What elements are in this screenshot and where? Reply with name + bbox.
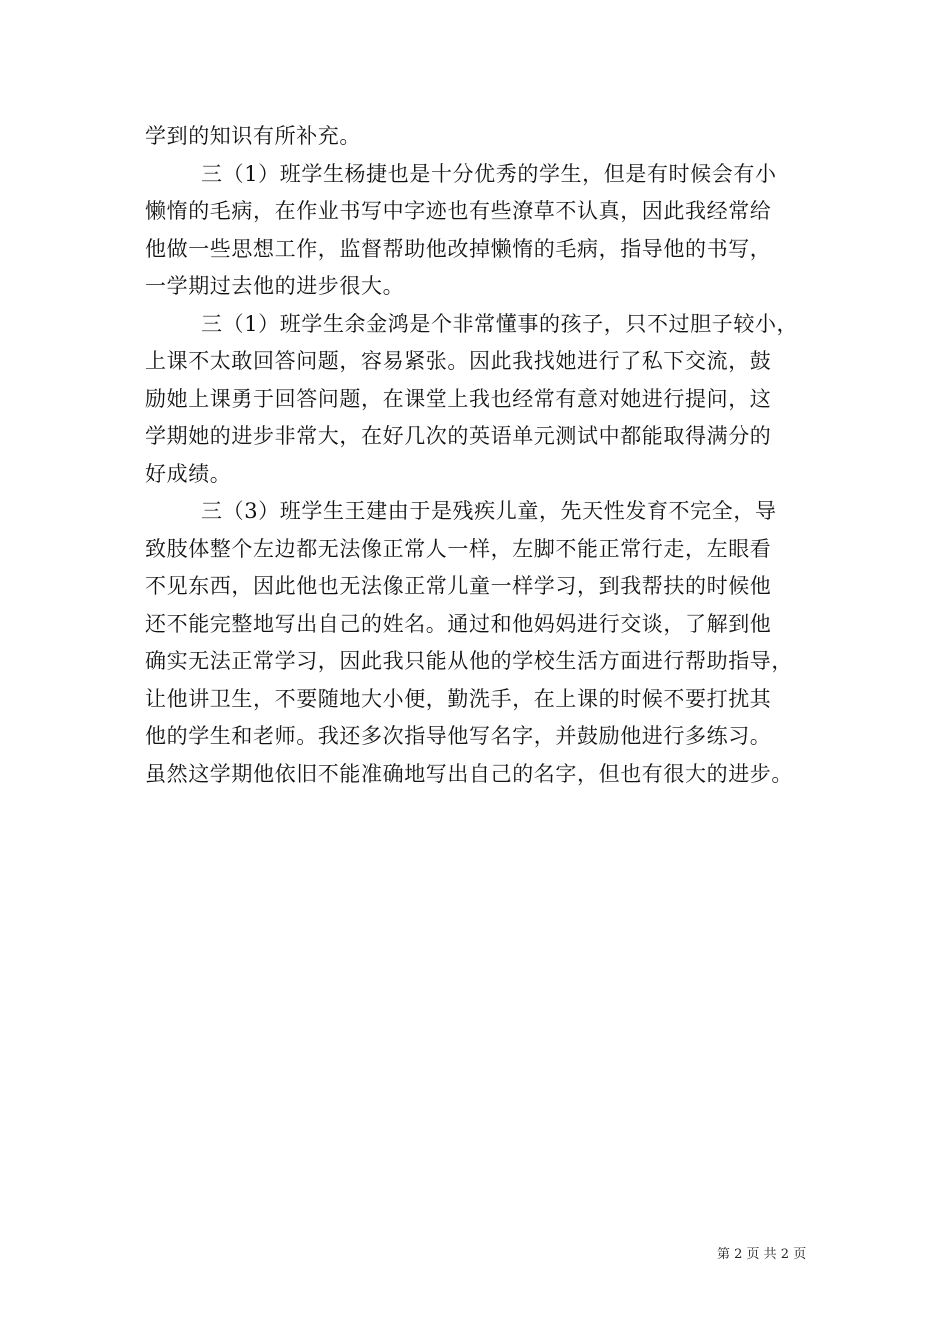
text-line: 让他讲卫生，不要随地大小便，勤洗手，在上课的时候不要打扰其 [145,686,772,711]
text-line: 他的学生和老师。我还多次指导他写名字，并鼓励他进行多练习。 [145,724,772,748]
text-line: 确实无法正常学习，因此我只能从他的学校生活方面进行帮助指导， [145,649,793,673]
text-line: 致肢体整个左边都无法像正常人一样，左脚不能正常行走，左眼看 [145,536,772,561]
text-line: 三（1）班学生杨捷也是十分优秀的学生，但是有时候会有小 [201,161,777,186]
text-line: 三（1）班学生余金鸿是个非常懂事的孩子，只不过胆子较小， [201,311,799,336]
text-line: 学期她的进步非常大，在好几次的英语单元测试中都能取得满分的 [145,424,772,448]
page-number: 第 2 页 共 2 页 [717,1247,807,1262]
text-line: 不见东西，因此他也无法像正常儿童一样学习，到我帮扶的时候他 [145,574,772,598]
text-line: 虽然这学期他依旧不能准确地写出自己的名字，但也有很大的进步。 [145,761,793,786]
text-line: 好成绩。 [145,461,232,486]
text-line: 励她上课勇于回答问题，在课堂上我也经常有意对她进行提问，这 [145,386,772,411]
text-line: 上课不太敢回答问题，容易紧张。因此我找她进行了私下交流，鼓 [145,349,772,373]
text-line: 学到的知识有所补充。 [145,124,361,148]
text-line: 一学期过去他的进步很大。 [145,274,405,298]
body-text [145,118,817,793]
text-line: 懒惰的毛病，在作业书写中字迹也有些潦草不认真，因此我经常给 [145,199,772,223]
text-line: 三（3）班学生王建由于是残疾儿童，先天性发育不完全，导 [201,499,777,523]
text-line: 他做一些思想工作，监督帮助他改掉懒惰的毛病，指导他的书写， [145,236,772,261]
text-line: 还不能完整地写出自己的姓名。通过和他妈妈进行交谈，了解到他 [145,611,772,636]
